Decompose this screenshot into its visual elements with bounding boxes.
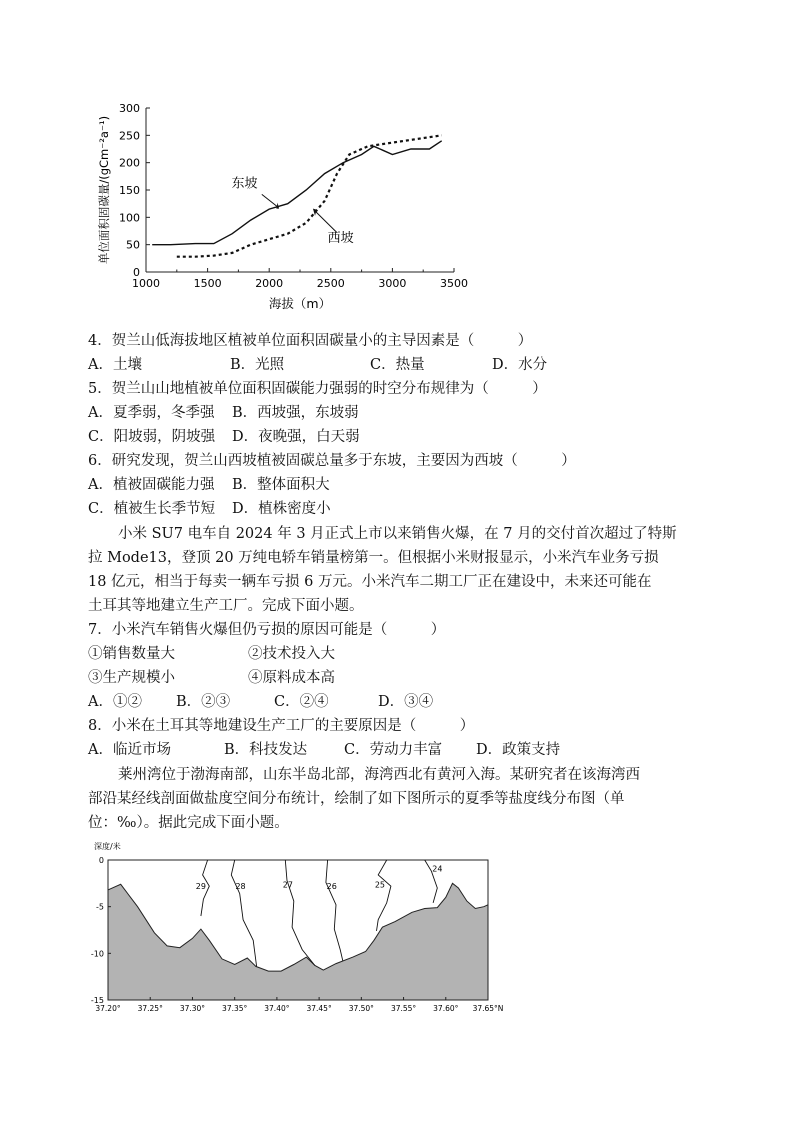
x-tick-label: 37.65°N: [472, 1004, 504, 1013]
q7-option-b: B．②③: [176, 694, 231, 710]
q5-option-a: A．夏季弱，冬季强: [88, 405, 215, 421]
q5-option-c: C．阳坡弱，阴坡强: [88, 429, 216, 445]
q7-item-1: ①销售数量大: [88, 646, 175, 662]
x-tick-label: 1000: [132, 277, 160, 290]
x-tick-label: 37.55°: [390, 1004, 417, 1013]
y-tick-label: -5: [96, 902, 104, 912]
q8-option-d: D．政策支持: [476, 742, 561, 758]
q6-option-d: D．植株密度小: [232, 501, 331, 517]
y-tick-label: 50: [126, 238, 140, 252]
label-east: 东坡: [231, 176, 258, 192]
q6-option-b: B．整体面积大: [232, 477, 330, 493]
seabed-area: [108, 883, 488, 1000]
altitude-carbon-chart: [92, 96, 482, 326]
q5-option-b: B．西坡强，东坡弱: [232, 405, 359, 421]
isoline-label: 29: [195, 882, 206, 892]
isoline-label: 25: [374, 880, 386, 890]
passage-line: 18 亿元，相当于每卖一辆车亏损 6 万元。小米汽车二期工厂正在建设中，未来还可能在: [88, 574, 652, 590]
question-5-stem: 5．贺兰山山地植被单位面积固碳能力强弱的时空分布规律为（ ）: [88, 381, 547, 397]
passage-line: 部沿某经线剖面做盐度空间分布统计，绘制了如下图所示的夏季等盐度线分布图（单: [88, 791, 625, 807]
x-tick-label: 37.25°: [137, 1004, 163, 1013]
isoline-label: 26: [326, 882, 337, 892]
x-tick-label: 2000: [255, 277, 284, 290]
y-axis-title: 深度/米: [94, 842, 121, 851]
x-tick-label: 1500: [193, 277, 222, 290]
y-axis-label: 单位面积固碳量/(gCm⁻²a⁻¹): [97, 115, 111, 265]
question-7-stem: 7．小米汽车销售火爆但仍亏损的原因可能是（ ）: [88, 622, 446, 638]
q7-option-a: A．①②: [88, 694, 142, 710]
series-west-line: [177, 135, 442, 256]
passage-line: 小米 SU7 电车自 2024 年 3 月正式上市以来销售火爆，在 7 月的交付首次超过了特斯: [118, 526, 677, 542]
x-tick-label: 37.20°: [95, 1004, 121, 1013]
y-tick-label: -15: [90, 996, 104, 1005]
q4-option-b: B．光照: [230, 357, 285, 373]
q7-item-2: ②技术投入大: [248, 646, 335, 662]
x-axis-label: 海拔（m）: [268, 296, 332, 311]
x-tick-label: 37.40°: [264, 1004, 290, 1013]
q7-option-d: D．③④: [378, 694, 434, 710]
isoline-label: 24: [432, 864, 443, 874]
series-east-line: [152, 141, 442, 245]
x-tick-label: 37.35°: [222, 1004, 248, 1013]
q8-option-c: C．劳动力丰富: [344, 742, 443, 758]
x-tick-label: 37.30°: [179, 1004, 206, 1013]
q8-option-b: B．科技发达: [224, 742, 308, 758]
passage-laizhou: [88, 763, 716, 835]
q8-option-a: A．临近市场: [88, 742, 171, 758]
q5-option-d: D．夜晚强，白天弱: [232, 429, 360, 445]
y-tick-label: 300: [119, 102, 140, 115]
question-8-stem: 8．小米在土耳其等地建设生产工厂的主要原因是（ ）: [88, 718, 475, 734]
label-west: 西坡: [327, 230, 354, 246]
y-tick-label: 0: [98, 856, 104, 865]
passage-line: 莱州湾位于渤海南部，山东半岛北部，海湾西北有黄河入海。某研究者在该海湾西: [118, 767, 640, 783]
q7-option-c: C．②④: [274, 694, 329, 710]
passage-line: 拉 Mode13，登顶 20 万纯电轿车销量榜第一。但根据小米财报显示，小米汽车业务亏损: [88, 550, 659, 566]
x-tick-label: 37.45°: [306, 1004, 332, 1013]
isoline-28: [231, 860, 256, 966]
passage-line: 土耳其等地建立生产工厂。完成下面小题。: [88, 598, 364, 614]
y-tick-label: 100: [119, 211, 140, 225]
q4-option-c: C．热量: [370, 357, 425, 373]
q4-option-a: A．土壤: [88, 357, 142, 373]
passage-xiaomi: [88, 522, 716, 618]
x-tick-label: 2500: [316, 277, 345, 290]
isoline-label: 27: [282, 880, 293, 890]
isoline-label: 28: [235, 882, 246, 892]
x-tick-label: 3500: [440, 277, 468, 290]
x-tick-label: 37.50°: [348, 1004, 374, 1013]
chart2-plot: [91, 841, 504, 1013]
y-tick-label: 0: [133, 266, 140, 279]
x-tick-label: 3000: [378, 277, 407, 290]
question-6-stem: 6．研究发现，贺兰山西坡植被固碳总量多于东坡，主要因为西坡（ ）: [88, 453, 576, 469]
y-tick-label: 250: [119, 129, 140, 143]
question-4-stem: 4．贺兰山低海拔地区植被单位面积固碳量小的主导因素是（ ）: [88, 333, 533, 349]
y-tick-label: -10: [90, 949, 104, 959]
isoline-25: [374, 860, 391, 931]
q6-option-a: A．植被固碳能力强: [88, 477, 215, 493]
isoline-26: [326, 860, 343, 961]
arrow-west: [315, 211, 337, 233]
chart1-plot: [97, 102, 468, 311]
isoline-27: [282, 860, 315, 966]
y-tick-label: 150: [119, 184, 140, 197]
x-tick-label: 37.60°: [433, 1004, 459, 1013]
salinity-section-chart: [84, 838, 514, 1023]
q6-option-c: C．植被生长季节短: [88, 501, 216, 517]
q4-option-d: D．水分: [492, 357, 548, 373]
arrow-east: [262, 194, 279, 207]
q7-item-4: ④原料成本高: [248, 670, 335, 686]
y-tick-label: 200: [119, 156, 140, 170]
q7-item-3: ③生产规模小: [88, 670, 175, 686]
passage-line: 位：‰）。据此完成下面小题。: [88, 815, 289, 831]
